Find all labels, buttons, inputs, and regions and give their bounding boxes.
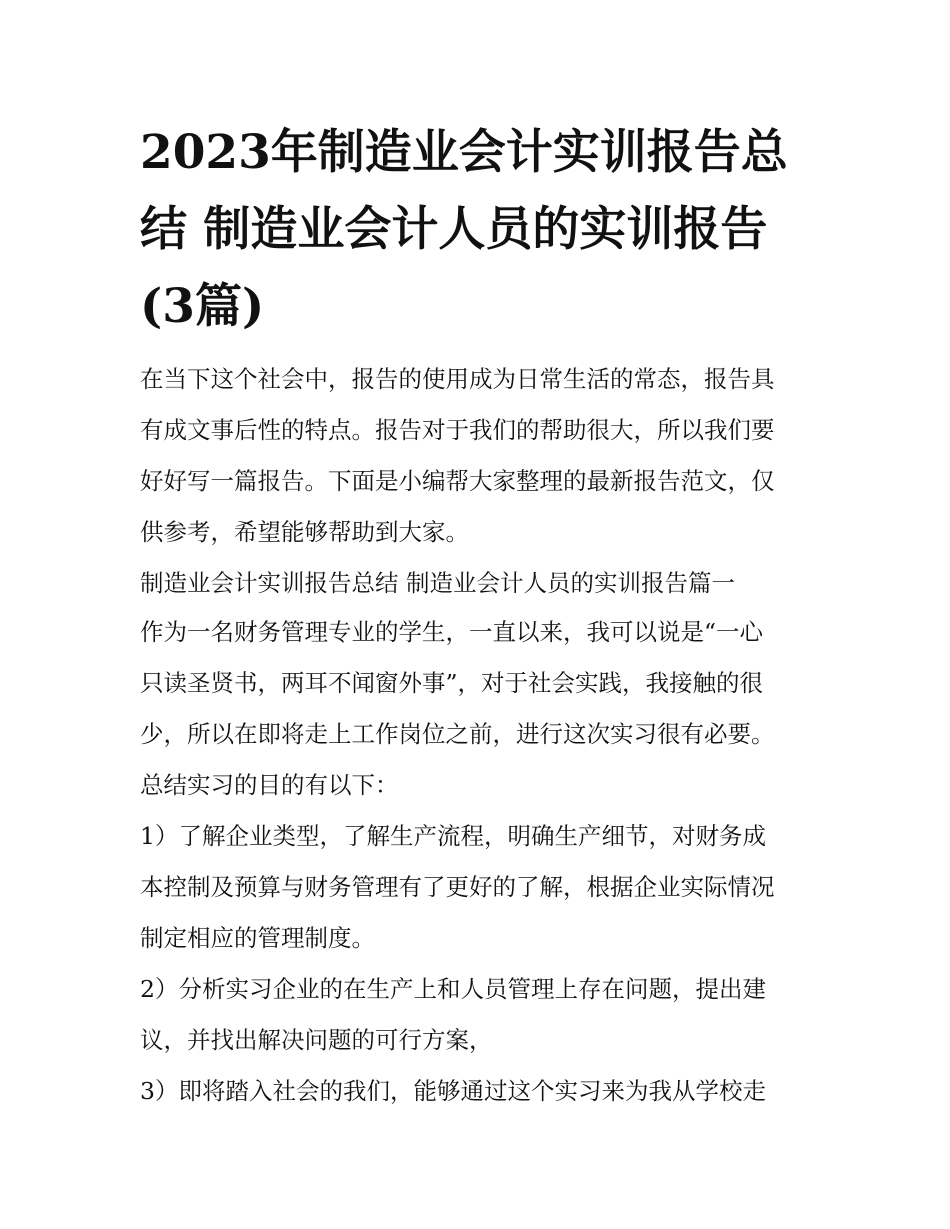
title-line: 结 制造业会计人员的实训报告 [140,202,768,257]
list-item-line: 制定相应的管理制度。 [140,924,375,952]
list-item-line: 1）了解企业类型，了解生产流程，明确生产细节，对财务成 [140,822,766,850]
paragraph-line: 只读圣贤书，两耳不闻窗外事”，对于社会实践，我接触的很 [140,669,764,697]
list-item-line: 议，并找出解决问题的可行方案， [140,1026,493,1054]
paragraph-line: 总结实习的目的有以下： [140,771,399,799]
document-body [140,354,820,1117]
title-line: (3篇) [140,279,265,334]
intro-line: 好好写一篇报告。下面是小编帮大家整理的最新报告范文，仅 [140,467,775,495]
document-title [140,114,820,345]
list-item-line: 本控制及预算与财务管理有了更好的了解，根据企业实际情况 [140,873,775,901]
intro-line: 供参考，希望能够帮助到大家。 [140,518,469,546]
intro-line: 在当下这个社会中，报告的使用成为日常生活的常态，报告具 [140,365,775,393]
intro-line: 有成文事后性的特点。报告对于我们的帮助很大，所以我们要 [140,416,775,444]
paragraph-line: 作为一名财务管理专业的学生，一直以来，我可以说是“一心 [140,618,764,646]
list-item-line: 2）分析实习企业的在生产上和人员管理上存在问题，提出建 [140,975,766,1003]
list-item-line: 3）即将踏入社会的我们，能够通过这个实习来为我从学校走 [140,1077,766,1105]
section-heading: 制造业会计实训报告总结 制造业会计人员的实训报告篇一 [140,569,735,597]
paragraph-line: 少，所以在即将走上工作岗位之前，进行这次实习很有必要。 [140,720,775,748]
title-line: 2023年制造业会计实训报告总 [140,125,788,180]
